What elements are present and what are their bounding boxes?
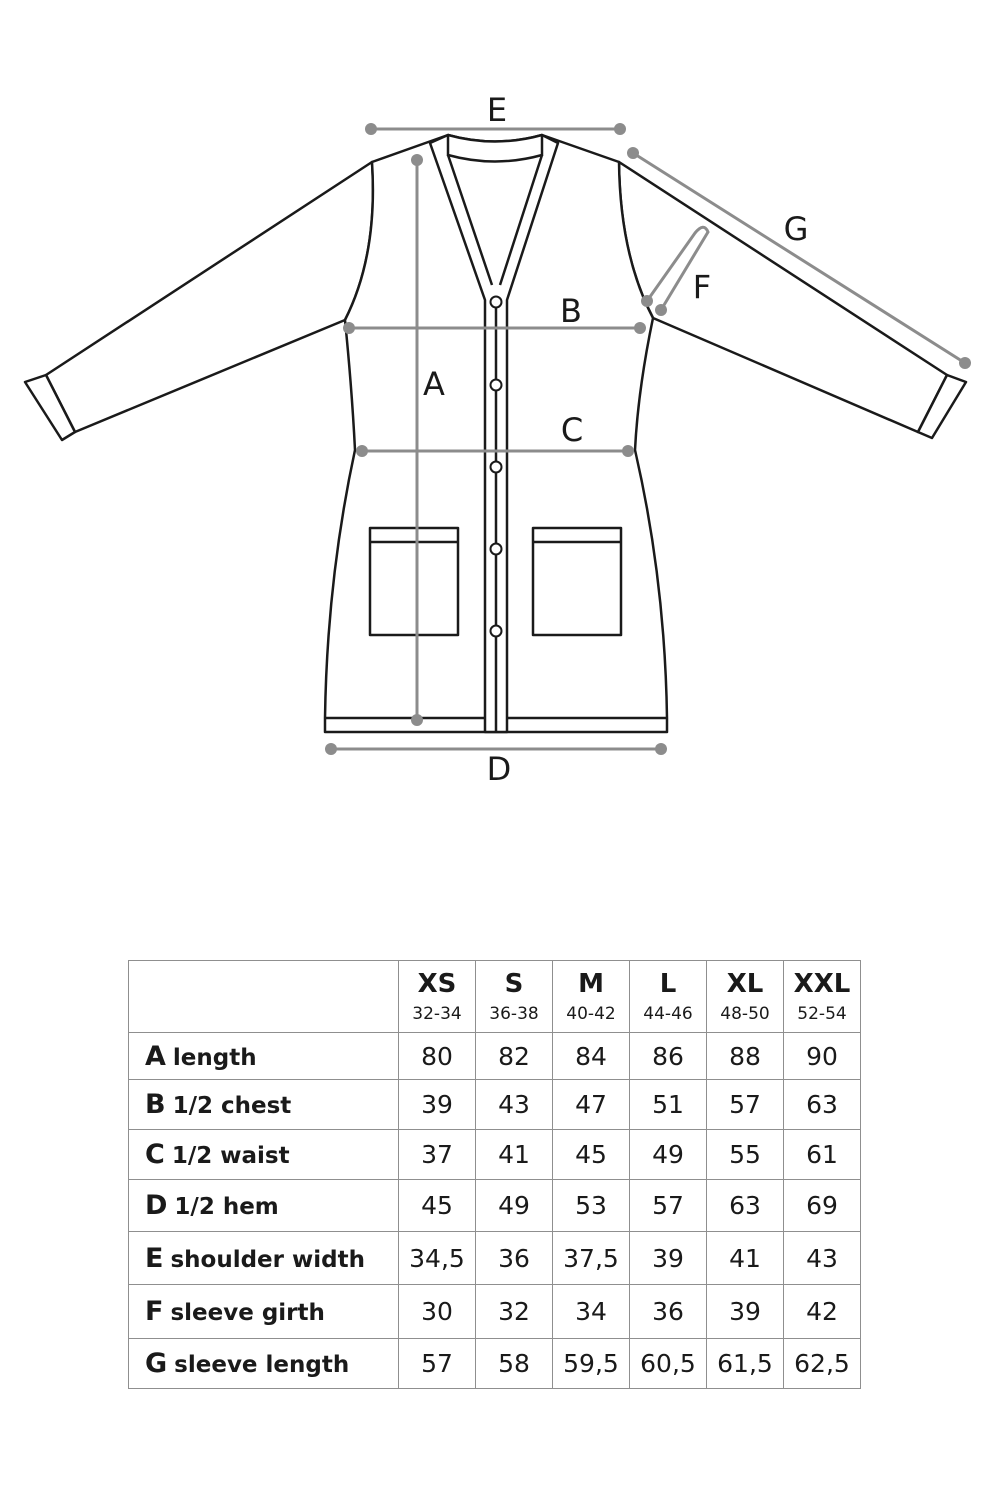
table-row <box>129 1130 861 1180</box>
measurement-value-cell: 39 <box>399 1080 476 1130</box>
size-header-m: M 40-42 <box>553 961 630 1033</box>
measurement-value-cell: 82 <box>476 1033 553 1080</box>
measurement-value-cell: 41 <box>707 1232 784 1285</box>
table-row <box>129 1339 861 1389</box>
measurement-value-cell: 63 <box>784 1080 861 1130</box>
table-row <box>129 1232 861 1285</box>
label-G: G <box>783 210 809 248</box>
measurement-value-cell: 32 <box>476 1285 553 1339</box>
size-header-xs: XS 32-34 <box>399 961 476 1033</box>
measurement-value-cell: 39 <box>630 1232 707 1285</box>
size-header-row <box>129 961 861 1033</box>
label-E: E <box>486 91 508 129</box>
measurement-value-cell: 49 <box>630 1130 707 1180</box>
measurement-value-cell: 60,5 <box>630 1339 707 1389</box>
label-F: F <box>692 268 712 306</box>
measurement-value-cell: 84 <box>553 1033 630 1080</box>
measurement-value-cell: 80 <box>399 1033 476 1080</box>
measurement-value-cell: 30 <box>399 1285 476 1339</box>
label-B: B <box>560 292 582 330</box>
size-header-l: L 44-46 <box>630 961 707 1033</box>
measurement-letter: C <box>145 1139 165 1170</box>
measurement-name-cell <box>129 1232 399 1285</box>
label-A: A <box>423 365 445 403</box>
measurement-name-cell <box>129 1339 399 1389</box>
measurement-value-cell: 88 <box>707 1033 784 1080</box>
measurement-value-cell: 53 <box>553 1180 630 1232</box>
measurement-name-cell <box>129 1080 399 1130</box>
measurement-name-cell <box>129 1033 399 1080</box>
measurement-value-cell: 58 <box>476 1339 553 1389</box>
size-table-body <box>129 1033 861 1389</box>
measurement-letter: G <box>145 1348 168 1379</box>
label-D: D <box>486 750 512 788</box>
measurement-label: 1/2 hem <box>174 1194 279 1220</box>
measurement-label: sleeve length <box>174 1352 350 1378</box>
button <box>491 544 502 555</box>
table-row <box>129 1080 861 1130</box>
measurement-label: shoulder width <box>170 1246 365 1273</box>
table-row <box>129 1285 861 1339</box>
measurement-value-cell: 37,5 <box>553 1232 630 1285</box>
measurement-letter: E <box>145 1242 164 1274</box>
size-header-xxl: XXL 52-54 <box>784 961 861 1033</box>
measurement-label: sleeve girth <box>170 1300 325 1326</box>
measurement-value-cell: 55 <box>707 1130 784 1180</box>
measurement-value-cell: 37 <box>399 1130 476 1180</box>
size-header-xl: XL 48-50 <box>707 961 784 1033</box>
measurement-value-cell: 47 <box>553 1080 630 1130</box>
measurement-value-cell: 42 <box>784 1285 861 1339</box>
measurement-value-cell: 45 <box>553 1130 630 1180</box>
measurement-name-cell <box>129 1285 399 1339</box>
button <box>491 462 502 473</box>
button <box>491 626 502 637</box>
measurement-value-cell: 63 <box>707 1180 784 1232</box>
measurement-value-cell: 45 <box>399 1180 476 1232</box>
left-sleeve <box>46 162 373 432</box>
measurement-value-cell: 62,5 <box>784 1339 861 1389</box>
measurement-value-cell: 57 <box>399 1339 476 1389</box>
measurement-value-cell: 36 <box>630 1285 707 1339</box>
measurement-value-cell: 61 <box>784 1130 861 1180</box>
measurement-label: 1/2 waist <box>171 1143 290 1169</box>
measurement-value-cell: 61,5 <box>707 1339 784 1389</box>
measurement-value-cell: 34,5 <box>399 1232 476 1285</box>
measurement-value-cell: 57 <box>630 1180 707 1232</box>
size-chart-table <box>128 960 861 1389</box>
measurement-value-cell: 90 <box>784 1033 861 1080</box>
measurement-letter: D <box>145 1190 168 1221</box>
measurement-label: 1/2 chest <box>172 1093 292 1119</box>
measurement-value-cell: 49 <box>476 1180 553 1232</box>
table-row <box>129 1180 861 1232</box>
measurement-value-cell: 43 <box>476 1080 553 1130</box>
right-pocket <box>533 528 621 635</box>
empty-header-cell <box>129 961 399 1033</box>
button <box>491 297 502 308</box>
measurement-letter: B <box>145 1089 166 1120</box>
measurement-value-cell: 41 <box>476 1130 553 1180</box>
measurement-name-cell <box>129 1180 399 1232</box>
measurement-label: length <box>172 1044 257 1071</box>
measurement-letter: A <box>145 1040 166 1072</box>
measurement-value-cell: 86 <box>630 1033 707 1080</box>
size-header-s: S 36-38 <box>476 961 553 1033</box>
measurement-name-cell <box>129 1130 399 1180</box>
measurement-value-cell: 69 <box>784 1180 861 1232</box>
measurement-letter: F <box>145 1296 164 1327</box>
measurement-value-cell: 57 <box>707 1080 784 1130</box>
measurement-value-cell: 59,5 <box>553 1339 630 1389</box>
button <box>491 380 502 391</box>
measurement-value-cell: 36 <box>476 1232 553 1285</box>
measurement-value-cell: 34 <box>553 1285 630 1339</box>
left-pocket <box>370 528 458 635</box>
measurement-value-cell: 51 <box>630 1080 707 1130</box>
label-C: C <box>560 411 584 449</box>
measurement-value-cell: 39 <box>707 1285 784 1339</box>
table-row <box>129 1033 861 1080</box>
measurement-value-cell: 43 <box>784 1232 861 1285</box>
